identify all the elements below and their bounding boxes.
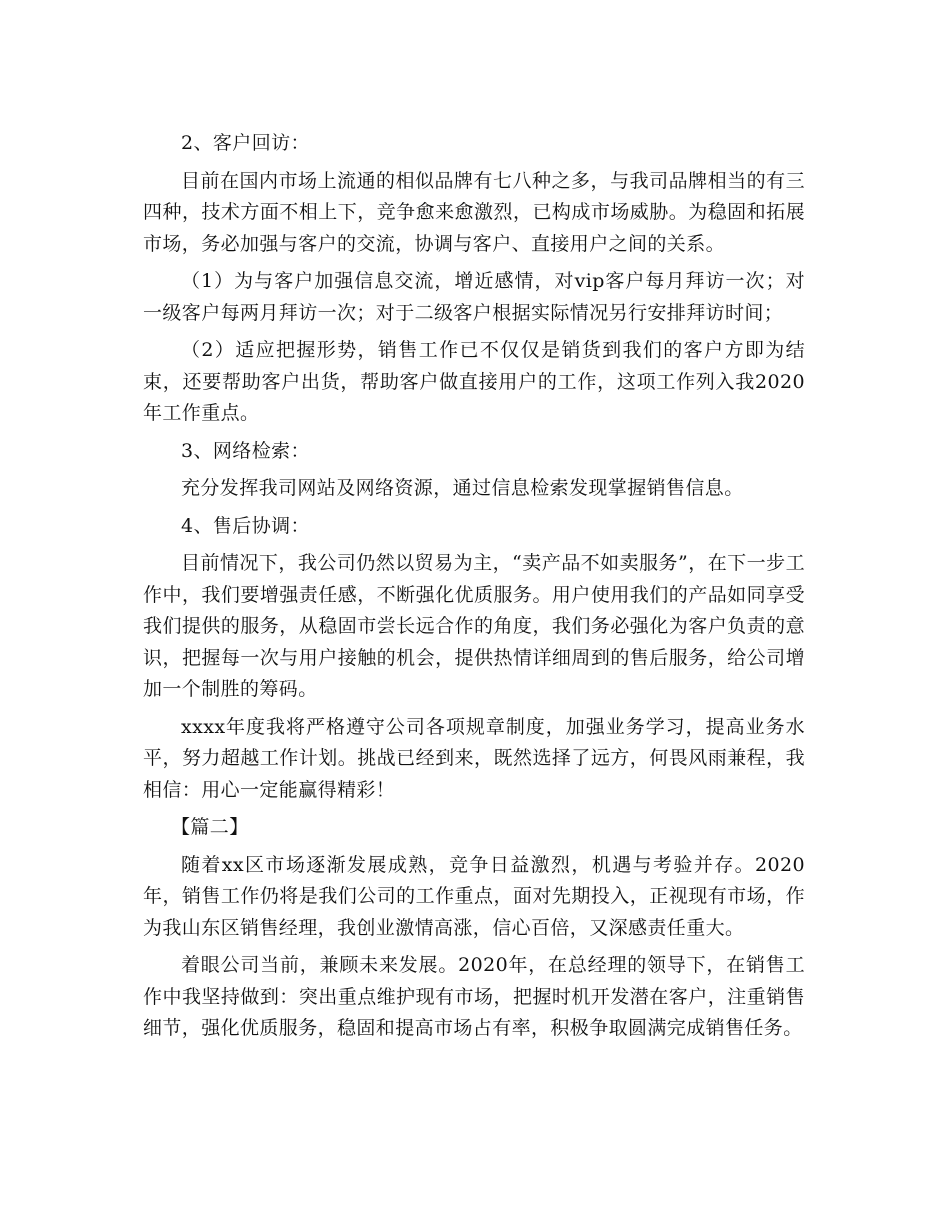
document-page — [143, 128, 805, 1051]
paragraph-focus-current: 着眼公司当前，兼顾未来发展。2020年，在总经理的领导下，在销售工作中我坚持做到：突出重点维护现有市场，把握时机开发潜在客户，注重销售细节，强化优质服务，稳固和提高市场占有率，积极争取圆满完成销售任务。 — [143, 954, 805, 1039]
paragraph-market-maturity: 随着xx区市场逐渐发展成熟，竞争日益激烈，机遇与考验并存。2020年，销售工作仍将是我们公司的工作重点，面对先期投入，正视现有市场，作为我山东区销售经理，我创业激情高涨，信心百倍，又深感责任重大。 — [143, 853, 805, 939]
heading-after-sales: 4、售后协调： — [181, 514, 310, 537]
paragraph-after-sales: 目前情况下，我公司仍然以贸易为主，“卖产品不如卖服务”，在下一步工作中，我们要增强责任感，不断强化优质服务。用户使用我们的产品如同享受我们提供的服务，从稳固市尝长远合作的角度，我们务必强化为客户负责的意识，把握每一次与用户接触的机会，提供热情详细周到的售后服务，给公司增加一个制胜的筹码。 — [143, 552, 805, 700]
paragraph-network-resources: 充分发挥我司网站及网络资源，通过信息检索发现掌握销售信息。 — [181, 477, 744, 499]
paragraph-market-competition: 目前在国内市场上流通的相似品牌有七八种之多，与我司品牌相当的有三四种，技术方面不相上下，竞争愈来愈激烈，已构成市场威胁。为稳固和拓展市场，务必加强与客户的交流，协调与客户、直接用户之间的关系。 — [143, 169, 805, 255]
sub-item-2: （2）适应把握形势，销售工作已不仅仅是销货到我们的客户方即为结束，还要帮助客户出货，帮助客户做直接用户的工作，这项工作列入我2020年工作重点。 — [143, 339, 805, 424]
paragraph-year-plan: xxxx年度我将严格遵守公司各项规章制度，加强业务学习，提高业务水平，努力超越工作计划。挑战已经到来，既然选择了远方，何畏风雨兼程，我相信：用心一定能赢得精彩！ — [143, 715, 805, 801]
heading-network-search: 3、网络检索： — [181, 439, 310, 462]
heading-customer-visit: 2、客户回访： — [181, 132, 310, 154]
section-label-part-two: 【篇二】 — [171, 816, 249, 838]
sub-item-1: （1）为与客户加强信息交流，增近感情，对vip客户每月拜访一次；对一级客户每两月拜访一次；对于二级客户根据实际情况另行安排拜访时间； — [143, 270, 805, 324]
